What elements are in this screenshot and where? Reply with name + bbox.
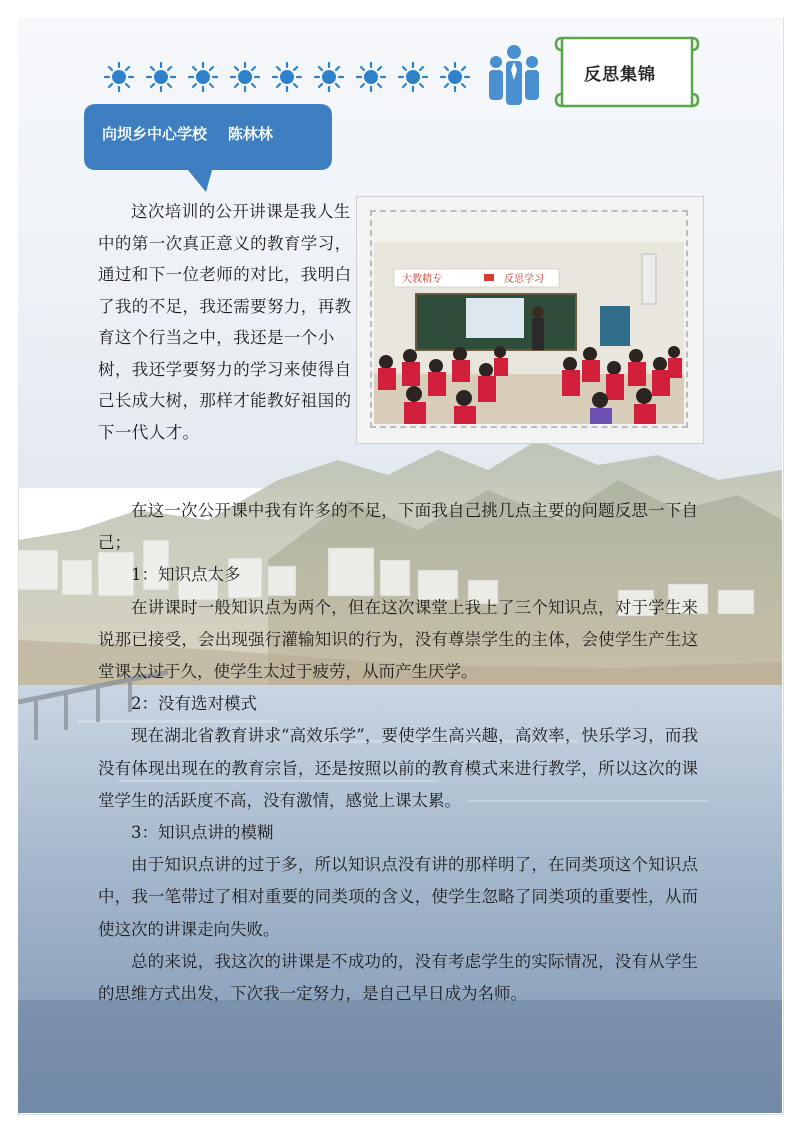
sun-icon	[398, 62, 428, 92]
sun-row	[104, 62, 470, 92]
flag-icon	[484, 274, 494, 281]
section-heading: 2：没有选对模式	[131, 694, 257, 714]
banner-right: 反思学习	[504, 274, 544, 285]
classroom-photo	[374, 214, 684, 424]
body-paragraph: 在讲课时一般知识点为两个，但在这次课堂上我上了三个知识点，对于学生来说那已接受，会出现强行灌输知识的行为，没有尊崇学生的主体，会使学生产生这堂课太过于久，使学生太过于疲劳，从而产生厌学。	[98, 597, 698, 682]
sun-icon	[314, 62, 344, 92]
body-paragraph: 在这一次公开课中我有许多的不足，下面我自己挑几点主要的问题反思一下自己；	[98, 501, 698, 553]
section-title: 反思集锦	[584, 65, 656, 85]
sun-icon	[272, 62, 302, 92]
sun-icon	[230, 62, 260, 92]
body-paragraph: 现在湖北省教育讲求“高效乐学”，要使学生高兴趣，高效率，快乐学习，而我没有体现出现在的教育宗旨，还是按照以前的教育模式来进行教学，所以这次的课堂学生的活跃度不高，没有激情，感觉上课太累。	[98, 726, 698, 810]
sun-icon	[356, 62, 386, 92]
sun-icon	[440, 62, 470, 92]
body-paragraph: 总的来说，我这次的讲课是不成功的，没有考虑学生的实际情况，没有从学生的思维方式出发，下次我一定努力，是自己早日成为名师。	[98, 951, 698, 1004]
sun-icon	[146, 62, 176, 92]
author-name: 向坝乡中心学校 陈林林	[102, 125, 273, 143]
banner-left: 大教精专	[402, 274, 442, 285]
sun-icon	[104, 62, 134, 92]
body-section	[98, 495, 698, 1010]
body-paragraph: 由于知识点讲的过于多，所以知识点没有讲的那样明了，在同类项这个知识点中，我一笔带过了相对重要的同类项的含义，使学生忽略了同类项的重要性，从而使这次的讲课走向失败。	[98, 855, 698, 939]
section-heading: 1：知识点太多	[131, 565, 241, 585]
intro-text: 这次培训的公开讲课是我人生中的第一次真正意义的教育学习，通过和下一位老师的对比，我明白了我的不足，我还需要努力，再教育这个行当之中，我还是一个小树，我还学要努力的学习来使得自己长成大树，那样才能教好祖国的下一代人才。	[98, 202, 352, 442]
speech-bubble	[84, 104, 332, 192]
section-heading: 3：知识点讲的模糊	[131, 823, 274, 843]
people-group-icon	[482, 40, 546, 110]
intro-paragraph	[98, 196, 352, 448]
sun-icon	[188, 62, 218, 92]
